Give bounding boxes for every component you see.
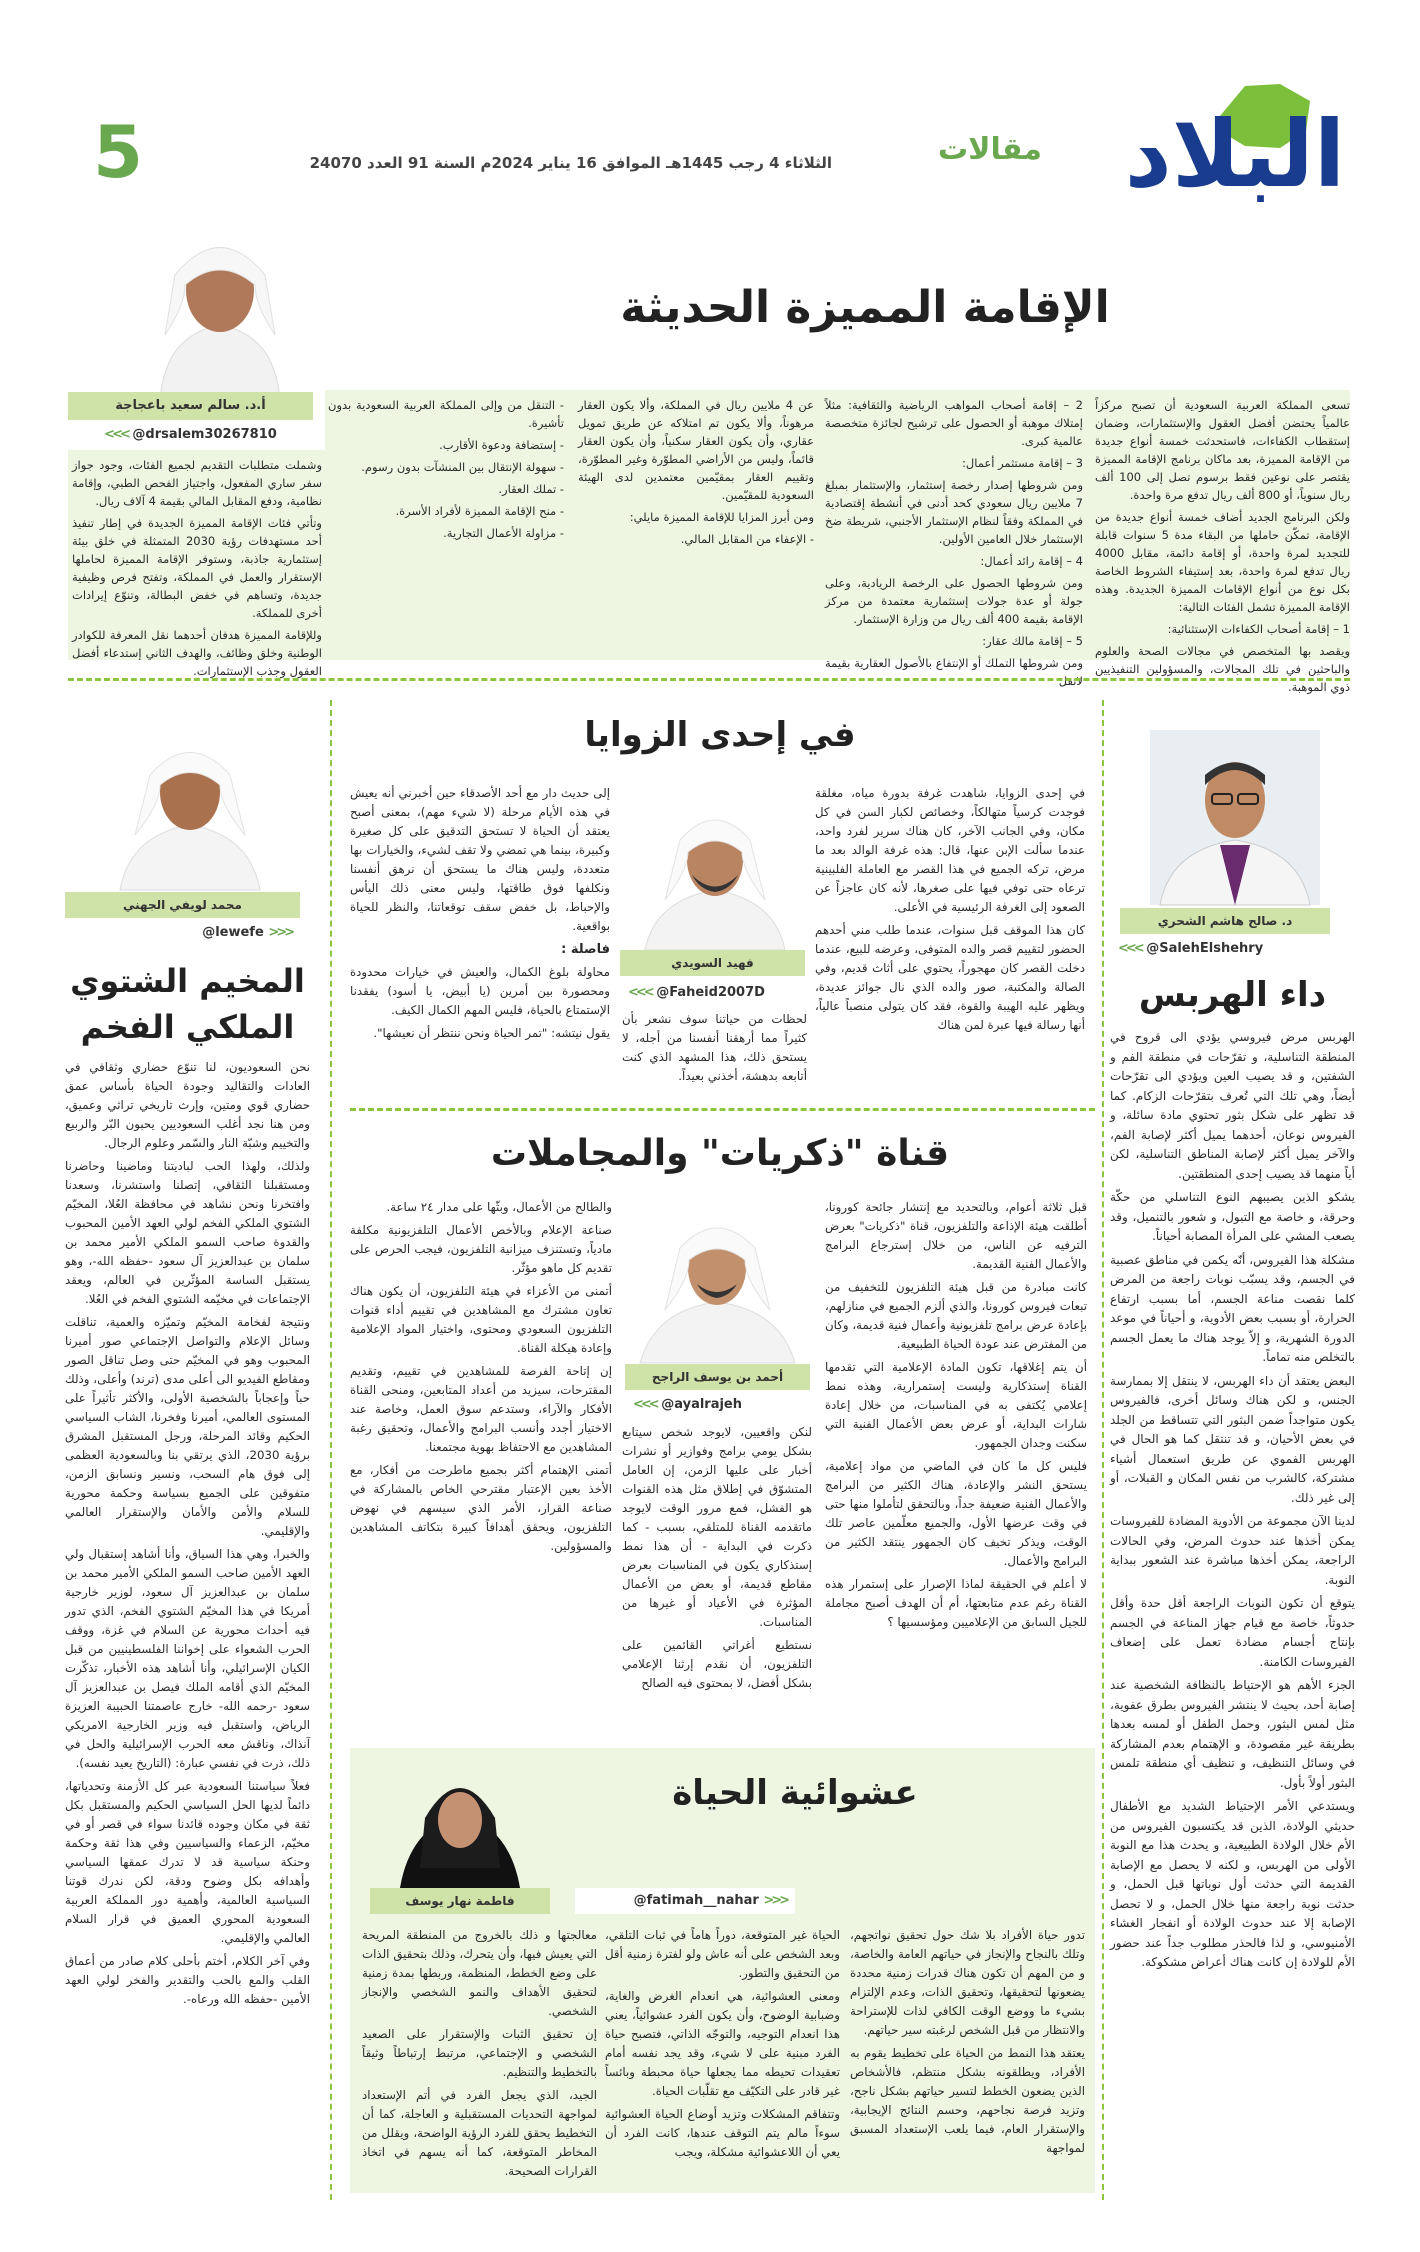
author-handle [65, 920, 300, 946]
article-title: قناة "ذكريات" والمجاملات [490, 1133, 950, 1174]
article-body: الهربس مرض فيروسي يؤدي الى قروح في المنطقة التناسلية، و تقرّحات في منطقة الفم و الشفتين، و قد يصيب العين ويؤدي الى تقرّحات أيضاً، وهي تلك التي تُعرف بتقرّحات الزكام. كما قد تظهر على شكل بثور تحتوي مادة سائلة، و الفيروس نوعان، أحدهما يميل أكثر لإصابة الفم، والآخر يميل أكثر لإصابة المناطق التناسلية، لكن أياً منهما قد يصيب إحدى المنطقتين. يشكو الذين يصيبهم النوع التناسلي من حكّة وحرقة، و خاصة مع التبول، و شعور بالتنميل، وقد يصعب المشي على المرأة المصابة أحياناً. مشكلة هذا الفيروس، أنّه يكمن في مناطق عصبية في الجسم، وقد يسبّب نوبات راجعة من المرض كلما نقصت مناعة الجسم، أما بسبب ارتفاع الحرارة، أو بسبب بعض الأدوية، و أحياناً في موعد الدورة الشهرية، و إلاّ يوجد هناك ما يعمل الجسم بالتخلص منه تماماً. البعض يعتقد أن داء الهربس، لا ينتقل إلا بممارسة الجنس، و لكن هناك وسائل أخرى، فالفيروس يكون متواجداً ضمن البثور التي تتساقط من الجلد في بعض الأحيان، و قد تنتقل كما هو الحال في الهربس الفموي عن طريق استعمال أشياء مشتركة، كالشرب من نفس المكان و القبلات، أو إلى غير ذلك. لدينا الآن مجموعة من الأدوية المضادة للفيروسات يمكن أخذها عند حدوث المرض، وفي الحالات الراجعة، يمكن أخذها مباشرة عند الشعور ببداية النوبة. يتوقع أن تكون النوبات الراجعة أقل حدة وأقل حدوثاً، خاصة مع قيام جهاز المناعة في الجسم بإنتاج أجسام مضادة تعمل على إضعاف الفيروسات الكامنة. الجزء الأهم هو الإحتياط بالنظافة الشخصية عند إصابة أحد، بحيث لا ينتشر الفيروس بطرق عفوية، مثل لمس البثور، وحمل الطفل أو لمسه بعدها بطريقة غير مقصودة، و الإهتمام بعدم المشاركة في وسائل التنظيف، و تنظيف أي منطقة تلمس البثور أولاً بأول. ويستدعي الأمر الإحتياط الشديد مع الأطفال حديثي الولادة، الذين قد يكتسبون الفيروس من الأم خلال الولادة الطبيعية، و يحدث هذا مع النوبة الأولى من الهربس، و لكنه لا يحصل مع الإصابة القديمة التي حدثت أول نوباتها قبل الحمل، و حدثت نوبة راجعة منها خلال الحمل، و لا تحصل الإصابة إلا عند حدوث الولادة أو انفجار الغشاء الأمنيوسي، و لذا فالحذر مطلوب جداً عند حضور الأم للولادة إن كانت هناك أعراض مشكوكة. [1110, 1030, 1355, 1969]
article-column-2: 2 – إقامة أصحاب المواهب الرياضية والثقافية: مثلاً إمتلاك موهبة أو الحصول على ترشيح لجائزة متخصصة عالمية كبرى. 3 – إقامة مستثمر أعمال: ومن شروطها إصدار رخصة إستثمار، والإستثمار بمبلغ 7 ملايين ريال سعودي كحد أدنى في أنشطة إقتصادية في المملكة وفقاً لنظام الإستثمار الأجنبي، شريطة ضخ الإستثمار خلال العامين الأولين. 4 – إقامة رائد أعمال: ومن شروطها الحصول على الرخصة الريادية، وعلى جولة أو عدة جولات إستثمارية معتمدة من مركز الإقامة بقيمة 400 ألف ريال من وزارة الإستثمار. 5 – إقامة مالك عقار: ومن شروطها التملك أو الإنتفاع بالأصول العقارية بقيمة لاتقل [825, 398, 1083, 688]
article-title: في إحدى الزوايا [584, 715, 856, 755]
author-handle [1110, 936, 1350, 962]
author-photo [625, 1198, 810, 1363]
article-column-2: لحظات من حياتنا سوف نشعر بأن كثيراً مما أرهقنا أنفسنا من أجله، لا يستحق ذلك، هذا المشهد الذي كنت أتابعه بدهشة، أخذني بعيداً. [622, 1012, 807, 1083]
author-photo [630, 790, 800, 950]
handle-text: @SalehElshehry [1146, 941, 1264, 956]
person-portrait-icon [105, 720, 275, 890]
person-portrait-icon [625, 1198, 810, 1363]
article-column-1: في إحدى الزوايا، شاهدت غرفة بدورة مياه، مغلقة فوجدت كرسياً متهالكاً، وخصائص لكبار السن في كل مكان، وفي الجانب الآخر، كان هناك سرير لفرد واحد، عندما سألت الإبن عنها، قال: هذه غرفة الوالد بعد ما مرض، تركه الجميع في هذا القصر مع العاملة الفلبينية ترعاه حتى توفي فيها على صغرها، لأنه كان عاجزاً عن الصعود إلى الغرفة الرئيسية في الأعلى. كان هذا الموقف قبل سنوات، عندما طلب مني أحدهم الحضور لتقييم قصر والده المتوفى، وعرضه للبيع، عندما دخلت القصر كان مهجوراً، يحتوي على أثاث قديم، وفي الصالة والمكتبة، صور والده الذي نال جوائز عديدة، ويظهر عليه الهيبة والقوة، فقد كان يتولى منصباً عالياً، أنها رسالة فيها عبرة لمن هناك [815, 786, 1085, 1032]
article-column-1: قبل ثلاثة أعوام، وبالتحديد مع إنتشار جائحة كورونا، أطلقت هيئة الإذاعة والتلفزيون، قناة "ذكريات" بعرض الترفيه عن الناس، من خلال إسترجاع البرامج والأعمال الفنية القديمة. كانت مبادرة من قبل هيئة التلفزيون للتخفيف من تبعات فيروس كورونا، والذي ألزم الجميع في منازلهم، بإعادة عرض برامج تلفزيونية وأعمال فنية قديمة، وكان من المفترض عند عودة الحياة الطبيعية. أن يتم إغلاقها، تكون المادة الإعلامية التي تقدمها القناة إستذكارية وليست إستمرارية، وهذه نمط إعلامي يُكتفى به في المناسبات، من خلال إعادة شارات البداية، أو عرض بعض الأعمال الفنية التي سكنت وجدان الجمهور. فليس كل ما كان في الماضي من مواد إعلامية، يستحق النشر والإعادة، هناك الكثير من البرامج والأعمال الفنية ضعيفة جداً، وبالتحقق لتأملوا منها حتى في وقت عرضها الأول، والجميع معلّمين عاصر تلك الوقت، ويذكر تخيف كان الجمهور ينتقد الكثير من البرامج والأعمال. لا أعلم في الحقيقة لماذا الإصرار على إستمرار هذه القناة رغم عدم متابعتها، أم أن الهدف أصبح مجاملة للجيل السابق من الإعلاميين ومؤسسيها ؟ [825, 1200, 1087, 1629]
author-photo [135, 215, 305, 400]
article-column-4: وشملت متطلبات التقديم لجميع الفئات، وجود جواز سفر ساري المفعول، واجتياز الفحص الطبي، وإقامة نظامية، ودفع المقابل المالي بقيمة 4 آلاف ريال. وتأتي فئات الإقامة المميزة الجديدة في إطار تنفيذ أحد مستهدفات رؤية 2030 المتمثلة في خلق بيئة إستثمارية جاذبة، وستوفر الإقامة المميزة لحاملها الإستقرار والعمل في المملكة، وتفتح فرص وظيفية جديدة، وتساهم في خفض البطالة، وتنوّع إيرادات أخرى للمملكة. وللإقامة المميزة هدفان أحدهما نقل المعرفة للكوادر الوطنية وخلق وظائف، والهدف الثاني إستدعاء أفضل العقول وجذب الإستثمارات. [72, 458, 322, 678]
section-divider [350, 1108, 1095, 1111]
author-name: محمد لويفي الجهني [65, 892, 300, 918]
article-winter-camp [65, 700, 315, 2220]
author-name: فاطمة نهار يوسف [370, 1888, 550, 1914]
article-column-3: والطالح من الأعمال، وبثّها على مدار ٢٤ ساعة. صناعة الإعلام وبالأخص الأعمال التلفزيونية مكلفة مادياً، وتستنزف ميزانية التلفزيون، فيجب الحرص على تقديم كل ماهو مؤثّر. أتمنى من الأعزاء في هيئة التلفزيون، أن يكون هناك تعاون مشترك مع المشاهدين في تقييم أداء قنوات التلفزيون السعودي ومحتوى، واختيار المواد الإعلامية وإعادة هيكلة القناة. إن إتاحة الفرصة للمشاهدين في تقييم، وتقديم المقترحات، سيزيد من أعداد المتابعين، ومنحى القناة الأفكار والآراء، وستدعم سوق العمل، وخاصة عند الاختيار أجدد وأنسب البرامج والأعمال، وتحقيق رغبة المشاهدين مع الاحتفاظ بهوية مجتمعنا. أتمنى الإهتمام أكثر بجميع ماطرحت من أفكار، مع الأخذ بعين الإعتبار مقترحي الخاص بالمشاركة في صناعة القرار، الأمر الذي سيسهم في نهوض التلفزيون، ويحقق أهدافاً كبيرة بتكاتف المشاهدين والمسؤولين. [350, 1200, 612, 1553]
person-portrait-icon [630, 790, 800, 950]
article-premium-residency [0, 200, 1420, 694]
person-portrait-icon [380, 1758, 540, 1888]
person-portrait-icon [1150, 730, 1320, 905]
article-column-2: لنكن واقعيين، لايوجد شخص سيتابع بشكل يومي برامج وفوازير أو نشرات أخبار على عليها الزمن، إن العامل المتشوّق في إطلاق مثل هذه القنوات هو الفشل، فمع مرور الوقت لايوجد ماتقدمه القناة للمتلقي، بسبب - كما ذكرت في البداية - أن هذا نمط إستذكاري يكون في المناسبات بعرض مقاطع قديمة، أو بعض من الأعمال المؤثرة في الأعياد أو غيرها من المناسبات. نستطيع أغراتي القائمين على التلفزيون، أن نقدم إرثنا الإعلامي بشكل أفضل، لا بمحتوى فيه الصالح [622, 1425, 812, 1690]
article-body: نحن السعوديون، لنا تنوّع حضاري وثقافي في العادات والتقاليد وجودة الحياة بأساس عمق حضاري قوي ومتين، وإرث تاريخي تراثي وعميق، ومن هنا نجد أغلب السعوديين يحبون البّر والربيع والتخييم وشبّة النار والسّمر وعلوم الرجال. ولذلك، ولهذا الحب لباديتنا وماضينا وحاضرنا ومستقبلنا الثقافي، إتصلنا واستشرنا، وسعدنا وافتخرنا ونحن نشاهد في محافظة العُلا، المخيّم الشتوي الملكي الفخم لولي العهد الأمين المحبوب والقدوة صاحب السمو الملكي الأمير محمد بن سلمان بن عبدالعزيز آل سعود -حفظه الله-، وهو يستقبل الساسة المؤثّرين في العالم، ويعقد الإجتماعات في مخيّمه الشتوي الفخم في العُلا. ونتيجة لفخامة المخيّم وتميّزه والعمية، تناقلت وسائل الإعلام والتواصل الإجتماعي صور أميرنا المحبوب وهو في المخيّم حتى وصل تناقل الصور ومقاطع الفيديو الى أعلى مدى (ترند) وأعلى، وذلك حباً وإعجاباً بالشخصية الأولى، والأكثر تأثيراً على المستوى العالمي، أميرنا وفخرنا، الشاب السياسي الحكيم وقائد المرحلة، ورجل المستقبل المشرق برؤية 2030، الذي يرتقي بنا وبالسعودية العظمى إلى فوق هام السحب، ونسير ونسابق الزمن، متفوقين على الجميع بسياسة وحكمة محورية للسلام والأمن والأمان والإستقرار العالمي والإقليمي. والخبرا، وهي هذا السياق، وأنا أشاهد إستقبال ولي العهد الأمين صاحب السمو الملكي الأمير محمد بن سلمان بن عبدالعزيز آل سعود، لوزير خارجية أمريكا في هذا المخيّم الشتوي الفخم، الذي تدور فيه أحداث محورية عن السلام في غزة، ووقف الحرب الشعواء على إخواننا الفلسطينيين من قبل الكيان الإسرائيلي، وأنا أشاهد هذه الأخبار، تذكّرت المخيّم الذي أقامه الملك فيصل بن عبدالعزيز آل سعود -رحمه الله- خارج عاصمتنا الحبيبة العزيزة الرياض، واستقبل فيه وزير الخارجية الامريكي آنذاك، وناقش معه الحرب الإسرائيلية والحل في ذلك، ذرت في نفسي عبارة: (التاريخ يعيد نفسه). فعلاً سياستنا السعودية عبر كل الأزمنة وتحدياتها، دائماً لديها الحل السياسي الحكيم والمستقبل بكل ثقة في مكان وجوده قائدنا سواء في قصر أو في مخيّم، الزعماء والسياسيين وفي هذا ثقة وحكمة وحنكة سياسية قد لا تدرك عمقها السياسي وأهدافه بكل وضوح ودقة، لكن ندرك قوتنا السياسية العالمية، وأهمية دور المملكة العربية السعودية المحوري العميق في قرار السلام العالمي والإقليمي. وفي آخر الكلام، أختم بأحلى كلام صادر من أعماق القلب والمع بالحب والتقدير والفخر لولي العهد الأمين -حفظه الله ورعاه-. [65, 1060, 310, 2006]
article-title: عشوائية الحياة [672, 1773, 918, 1813]
article-column-3: معالجتها و ذلك بالخروج من المنطقة المريحة التي يعيش فيها، وأن يتحرك، وذلك بتحقيق الذات على وضع الخطط، المنظمة، وربطها بمدة زمنية لتحقيق الأهداف والنمو الشخصي والإنجاز الشخصي. إن تحقيق الثبات والإستقرار على الصعيد الشخصي و الإجتماعي، مرتبط إرتباطاً وثيقاً بالتخطيط والتنظيم. الجيد، الذي يجعل الفرد في أتم الإستعداد لمواجهة التحديات المستقبلية و العاجلة، كما أن التخطيط يحقق للفرد الرؤية الواضحة، ويقلل من المخاطر المتوقعة، كما أنه يسهم في اتخاذ القرارات الصحيحة. [362, 1928, 597, 2178]
article-title: داء الهربس [1138, 975, 1327, 1015]
chevron-icon: <<< [628, 985, 652, 1000]
article-column-1: تدور حياة الأفراد بلا شك حول تحقيق نواتجهم، وتلك بالنجاح والإنجاز في حياتهم العامة والخاصة، و من المهم أن تكون هناك قدرات زمنية محددة يضعونها لتحقيقها، وتحقيق الذات، وعدم الإلتزام بشيء ما ووضع الوقت الكافي لذات للإستراحة والانتظار من قبل الشخص لرغبته سير حياتهم. يعتقد هذا النمط من الحياة على تخطيط يقوم به الأفراد، ويطلقونه بشكل منتظم، فالأشخاص الذين يضعون الخطط لتسير حياتهم بشكل ناجح، وتزيد فرصة نجاحهم، وحسم النتائج الإيجابية، والإستقرار العام، فيما يلعب الإستعداد المسبق لمواجهة [850, 1928, 1085, 2155]
handle-text: @fatimah__nahar [633, 1893, 759, 1908]
column-divider [330, 700, 332, 2200]
dateline: الثلاثاء 4 رجب 1445هـ الموافق 16 يناير 2024م السنة 91 العدد 24070 [309, 154, 832, 172]
chevron-icon: <<< [104, 427, 128, 442]
section-divider [68, 678, 1350, 681]
article-herpes [1110, 700, 1355, 2220]
handle-text: @lewefe [202, 925, 264, 940]
chevron-icon: >>> [763, 1893, 787, 1908]
masthead [0, 0, 1420, 210]
chevron-icon: >>> [268, 925, 292, 940]
newspaper-logo [1110, 70, 1360, 220]
author-name: أ.د. سالم سعيد باعجاجة [115, 398, 266, 413]
person-portrait-icon [135, 215, 305, 400]
article-title: المخيم الشتوي الملكي الفخم [70, 962, 305, 1046]
article-column-1: تسعى المملكة العربية السعودية أن تصبح مركزاً عالمياً يحتضن أفضل العقول والإستثمارات، وضمان إستقطاب الكفاءات، فاستحدثت خمسة أنواع جديدة من الإقامة المميزة، بعد ماكان برنامج الإقامة المميزة يقتصر على نوعين فقط برسوم تصل إلى 100 ألف ريال سنوياً، أو 800 ألف ريال تدفع مرة واحدة. ولكن البرنامج الجديد أضاف خمسة أنواع جديدة من الإقامة، تمكّن حاملها من البقاء مدة 5 سنوات قابلة للتجديد لمرة واحدة، أو إقامة دائمة، مقابل 4000 ريال تدفع لمرة واحدة، بعد إستيفاء الشروط الخاصة بكل نوع من أنواع الإقامات المميزة الجديدة. وهذه الإقامة المميزة تشمل الفئات التالية: 1 – إقامة أصحاب الكفاءات الإستثنائية: ويقصد بها المتخصص في مجالات الصحة والعلوم والباحثين في تلك المجالات، والمسؤولين التنفيذيين ذوي الموهبة. [1095, 398, 1350, 694]
article-column-3: إلى حديث دار مع أحد الأصدقاء حين أخبرني أنه يعيش في هذه الأيام مرحلة (لا شيء مهم)، بمعنى أصبح يعتقد أن الحياة لا تستحق التدقيق على كل صغيرة وكبيرة، بينما هي تمضي ولا تقف لشيء، والخيارات بها متعددة، وليس هناك ما يستحق أن نرهق أنفسنا ونكلفها فوق طاقتها، وليس معنى ذلك اليأس والإحباط، بل خفض سقف توقعاتنا، والنظر للحياة بواقعية. فاصلة : محاولة بلوغ الكمال، والعيش في خيارات محدودة ومحصورة بين أمرين (يا أبيض، يا أسود) يفقدنا الإستمتاع بالحياة، فليس المهم الكمال الكيف. يقول نيتشه: "تمر الحياة ونحن ننتظر أن نعيشها". [350, 786, 610, 1040]
chevron-icon: <<< [633, 1397, 657, 1412]
handle-text: @ayalrajeh [661, 1397, 743, 1412]
author-handle [625, 1392, 825, 1418]
author-photo [105, 720, 275, 890]
article-thekrayat-channel [340, 1118, 1100, 1738]
article-randomness-of-life [350, 1748, 1095, 2193]
logo-text: البلاد [1124, 101, 1346, 208]
handle-text: @Faheid2007D [656, 985, 765, 1000]
author-handle [620, 980, 820, 1006]
article-corners [340, 700, 1100, 1100]
chevron-icon: <<< [1118, 941, 1142, 956]
author-handle [575, 1888, 795, 1914]
author-name: د. صالح هاشم الشحري [1120, 908, 1330, 934]
author-photo [1150, 730, 1320, 905]
author-handle [68, 422, 313, 448]
section-label: مقالات [938, 132, 1042, 167]
article-title: الإقامة المميزة الحديثة [620, 282, 1110, 333]
author-name: فهيد السويدي [620, 950, 805, 976]
subhead: فاصلة : [561, 942, 610, 957]
author-name: أحمد بن يوسف الراجح [625, 1364, 810, 1390]
page-number: 5 [92, 110, 144, 194]
article-column-3: عن 4 ملايين ريال في المملكة، وألا يكون العقار مرهوناً، وألا يكون تم امتلاكه عن طريق تمويل عقاري، وأن يكون العقار سكنياً، وأن يكون العقار قائماً، وليس من الأراضي المطوّرة وغير المطوّرة، وتقييم العقار بمقيّمين معتمدين لدى الهيئة السعودية للمقيّمين. ومن أبرز المزايا للإقامة المميزة مايلي: - الإعفاء من المقابل المالي. - التنقل من وإلى المملكة العربية السعودية بدون تأشيرة. - إستضافة ودعوة الأقارب. - سهولة الإنتقال بين المنشآت بدون رسوم. - تملك العقار. - منح الإقامة المميزة لأفراد الأسرة. - مزاولة الأعمال التجارية. [328, 398, 814, 546]
author-photo [380, 1758, 540, 1888]
handle-text: @drsalem30267810 [132, 427, 277, 442]
article-column-2: الحياة غير المتوقعة، دوراً هاماً في ثبات التلقي، وبعد الشخص على أنه عاش ولو لفترة زمنية أقل من التحقيق والتطور. ومعنى العشوائية، هي انعدام الغرض والغاية، وضبابية الوضوح، وأن يكون الفرد عشوائياً، يعني هذا انعدام التوجيه، والتوجّه الذاتي، فتصبح حياة الفرد مبنية على لا شيء، وقد يجد نفسه أمام تعقيدات تحيطه مما يجعلها حياة محبطة وبائساً غير قادر على التكيّف مع تقلّبات الحياة. وتتفاقم المشكلات وتزيد أوضاع الحياة العشوائية سوءاً مالم يتم التوقف عندها، كانت الفرد أن يعي أن اللاعشوائية مشكلة، ويجب [605, 1928, 840, 2159]
column-divider [1102, 700, 1104, 2200]
